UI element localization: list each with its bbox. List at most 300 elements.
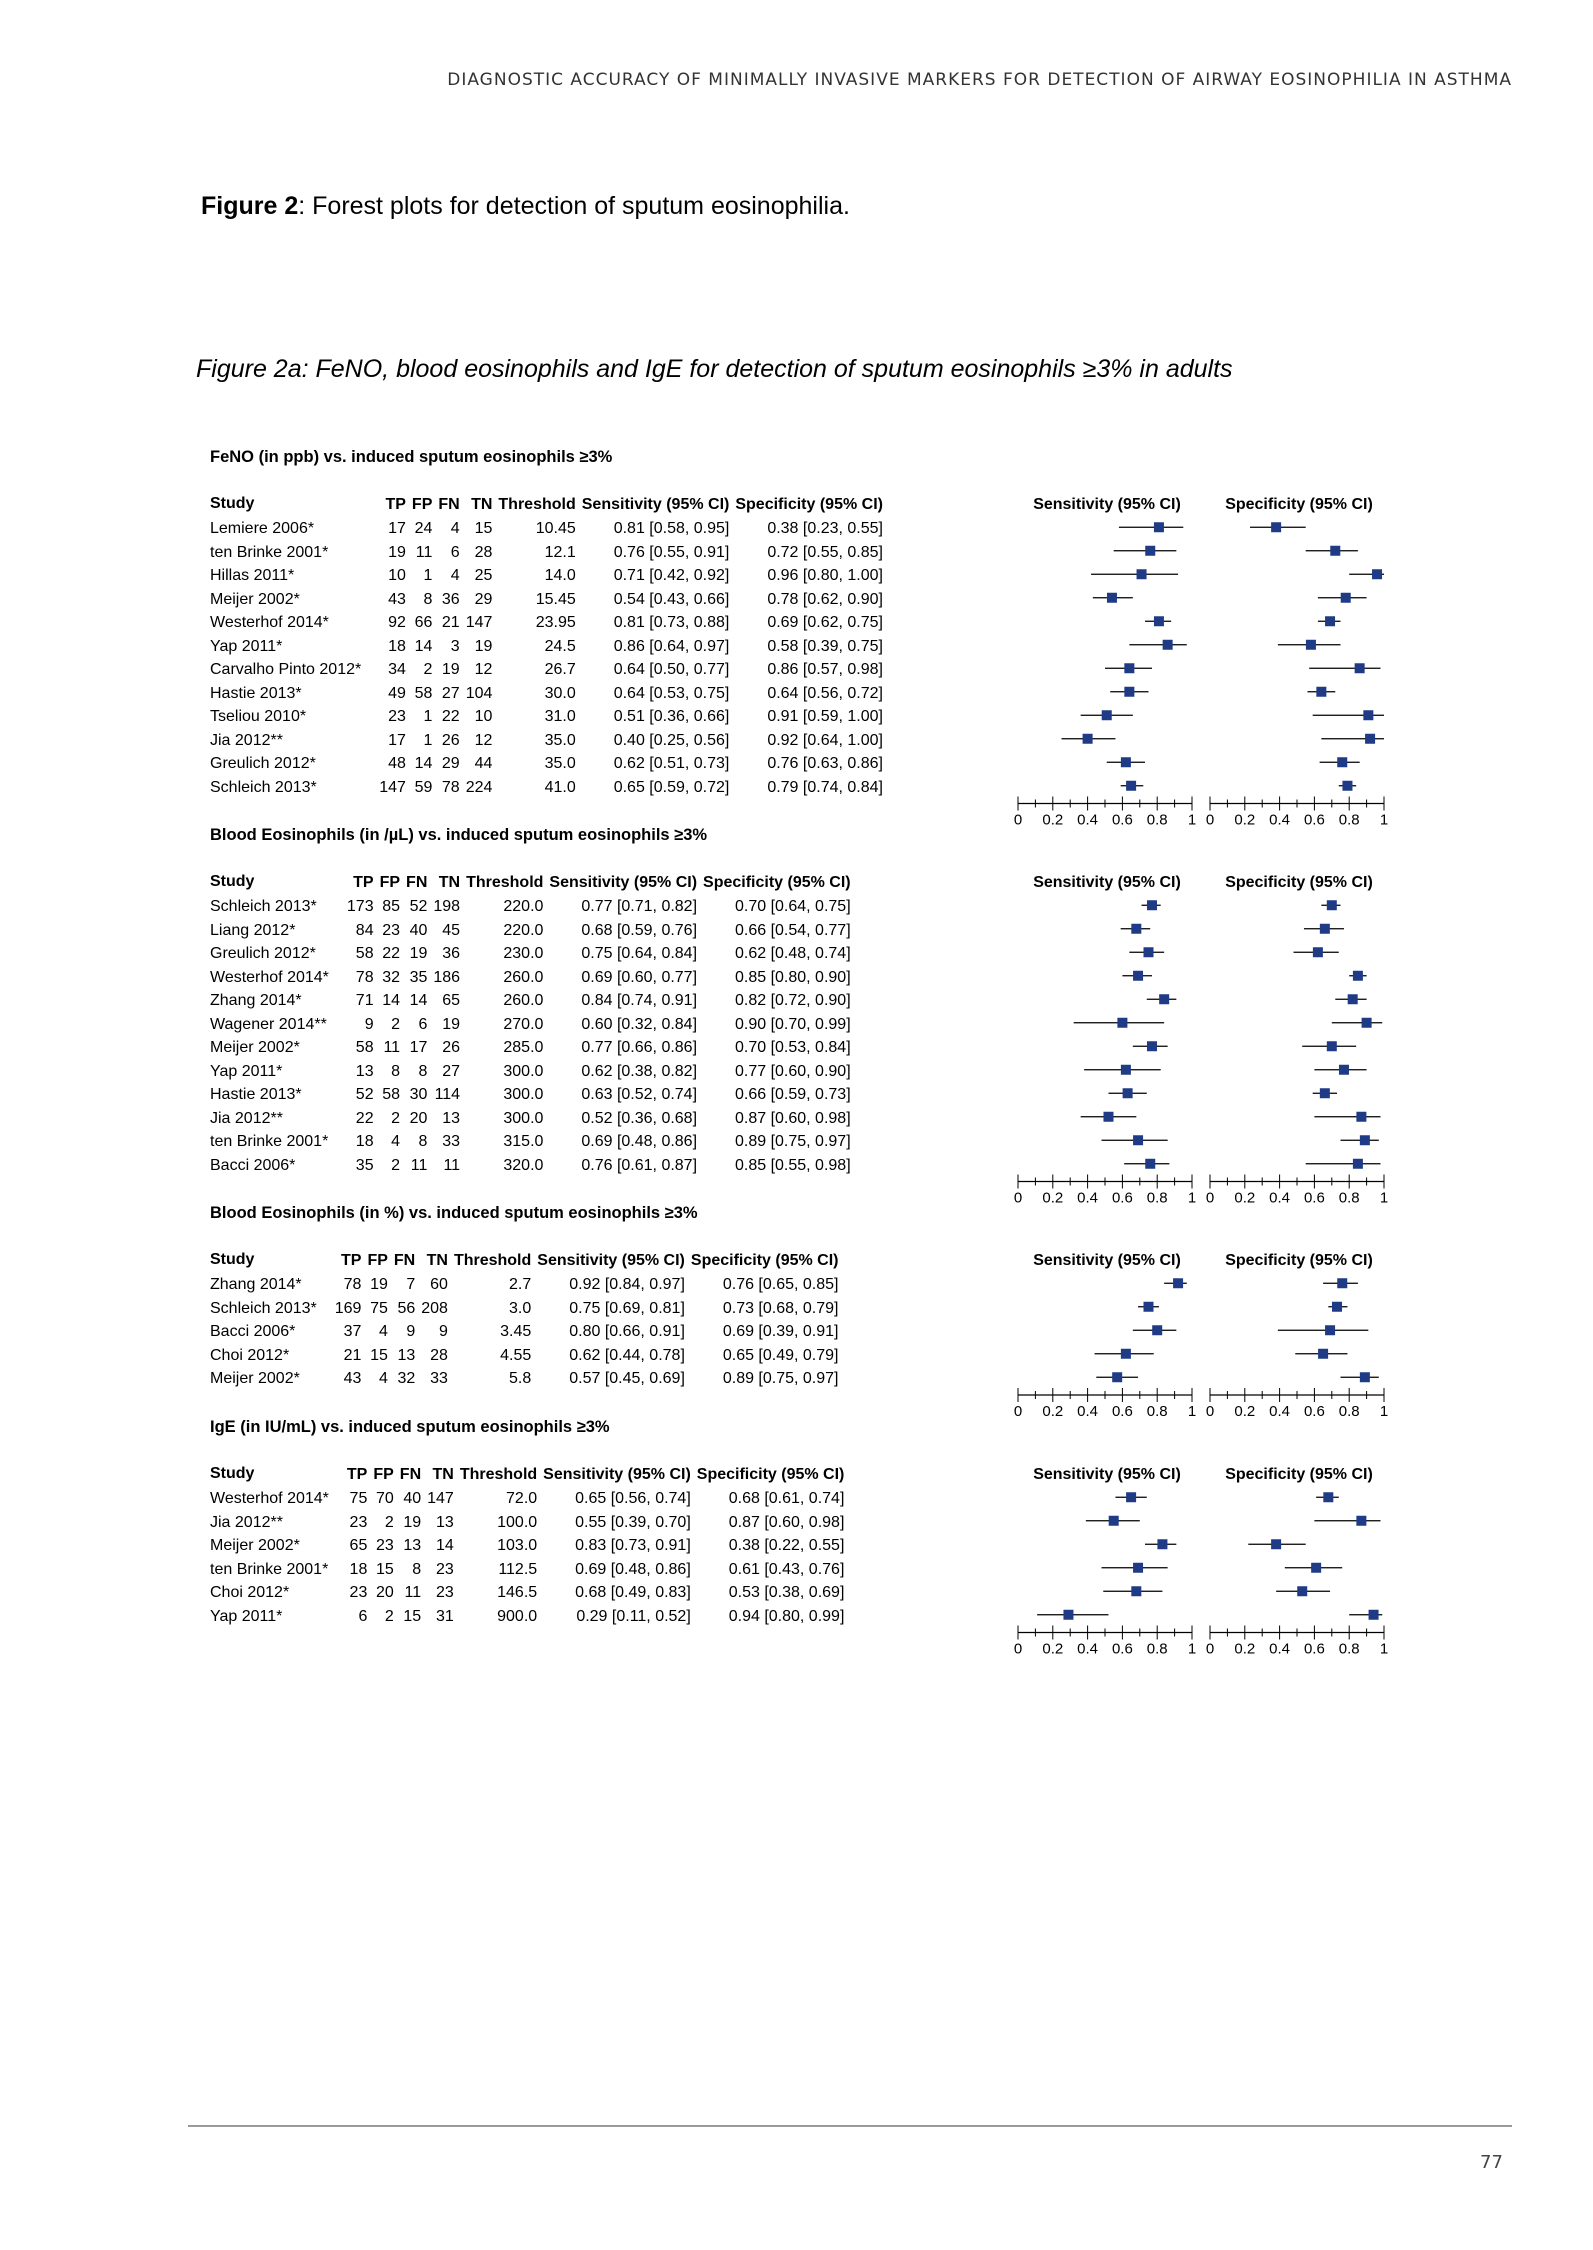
cell-fp: 15 [376,1560,394,1578]
cell-study: Jia 2012** [210,1109,283,1127]
table-row [210,1535,850,1559]
table-row [210,896,857,920]
column-header-tn: TN [432,1465,454,1483]
cell-threshold: 300.0 [503,1062,544,1080]
cell-study: Jia 2012** [210,731,283,749]
cell-fp: 22 [382,945,401,963]
cell-sens: 0.77 [0.71, 0.82] [581,898,698,916]
x-tick-label: 0.6 [1111,1640,1133,1658]
cell-threshold: 35.0 [544,731,576,749]
x-tick-label: 0.8 [1146,811,1168,829]
point-estimate [1318,1349,1328,1359]
table-row [210,1605,850,1629]
cell-fp: 11 [415,543,433,561]
cell-spec: 0.61 [0.43, 0.76] [728,1560,845,1578]
table-row [210,1107,857,1131]
x-tick-label: 0.6 [1303,1403,1325,1420]
cell-fp: 19 [370,1276,388,1294]
point-estimate [1133,971,1143,981]
table-row [210,588,889,612]
cell-threshold: 30.0 [544,684,576,702]
column-header-fn: FN [406,873,428,891]
cell-threshold: 24.5 [544,637,576,655]
cell-sens: 0.69 [0.60, 0.77] [581,968,698,986]
column-header-tp: TP [385,495,406,513]
figure-caption-text: : Forest plots for detection of sputum eosinophilia. [298,192,850,220]
x-tick-label: 1 [1379,1189,1389,1207]
column-header-threshold: Threshold [498,495,576,513]
cell-fp: 4 [379,1370,388,1388]
cell-threshold: 14.0 [544,567,576,585]
point-estimate [1137,569,1147,579]
point-estimate [1124,663,1134,673]
cell-tn: 28 [430,1346,448,1364]
cell-tn: 114 [434,1086,461,1104]
cell-spec: 0.73 [0.68, 0.79] [722,1299,839,1317]
cell-tn: 19 [442,1015,461,1033]
cell-sens: 0.77 [0.66, 0.86] [581,1039,698,1057]
cell-tn: 44 [474,755,493,773]
cell-tn: 104 [465,684,493,702]
cell-threshold: 5.8 [509,1370,532,1388]
cell-tn: 9 [439,1323,448,1341]
cell-threshold: 300.0 [503,1086,544,1104]
column-header-study: Study [210,494,255,512]
cell-fn: 30 [409,1086,428,1104]
page-number: 77 [1480,2152,1503,2173]
cell-threshold: 315.0 [503,1133,544,1151]
cell-fp: 59 [414,778,433,796]
cell-fn: 20 [409,1109,428,1127]
point-estimate [1372,569,1382,579]
cell-threshold: 100.0 [497,1513,538,1531]
sensitivity-forest-plot [1004,448,1218,834]
cell-tp: 52 [355,1086,374,1104]
table-row [210,612,889,636]
x-tick-label: 0.4 [1077,811,1099,829]
column-header-sens: Sensitivity (95% CI) [581,495,730,513]
cell-tn: 13 [442,1109,461,1127]
point-estimate [1157,1539,1167,1549]
point-estimate [1117,1018,1127,1028]
cell-tn: 27 [442,1062,461,1080]
cell-tp: 18 [349,1560,368,1578]
cell-spec: 0.78 [0.62, 0.90] [767,590,883,608]
cell-tn: 29 [474,590,493,608]
cell-fp: 15 [370,1346,388,1364]
cell-tn: 14 [436,1537,454,1555]
table-row [210,1321,845,1345]
cell-sens: 0.69 [0.48, 0.86] [581,1133,698,1151]
cell-tp: 43 [343,1370,362,1388]
cell-tp: 84 [355,921,374,939]
table-row [210,541,889,565]
cell-sens: 0.65 [0.59, 0.72] [613,778,730,796]
cell-tn: 208 [421,1299,448,1317]
cell-threshold: 270.0 [503,1015,544,1033]
cell-fn: 8 [412,1560,422,1578]
cell-study: Liang 2012* [210,921,296,939]
x-tick-label: 1 [1379,1403,1389,1420]
x-tick-label: 0.6 [1111,811,1133,829]
cell-study: Hastie 2013* [210,1086,302,1104]
cell-fn: 27 [441,684,460,702]
cell-sens: 0.71 [0.42, 0.92] [613,567,730,585]
cell-sens: 0.92 [0.84, 0.97] [569,1276,685,1294]
cell-tn: 13 [436,1513,454,1531]
cell-spec: 0.70 [0.64, 0.75] [734,898,851,916]
point-estimate [1325,616,1335,626]
cell-tp: 65 [349,1537,368,1555]
x-tick-label: 0 [1205,1189,1215,1207]
cell-sens: 0.80 [0.66, 0.91] [569,1323,685,1341]
cell-study: Schleich 2013* [210,1299,317,1317]
cell-spec: 0.86 [0.57, 0.98] [767,661,883,679]
cell-fn: 17 [409,1039,428,1057]
point-estimate [1145,1159,1155,1169]
cell-spec: 0.82 [0.72, 0.90] [734,992,851,1010]
x-tick-label: 0.2 [1234,1189,1256,1207]
cell-fn: 9 [406,1323,416,1341]
cell-study: Choi 2012* [210,1584,290,1602]
panel-title: Blood Eosinophils (in /µL) vs. induced sputum eosinophils ≥3% [210,826,708,844]
point-estimate [1360,1135,1370,1145]
x-tick-label: 1 [1187,1640,1197,1658]
column-header-threshold: Threshold [466,873,544,891]
cell-spec: 0.38 [0.22, 0.55] [728,1537,845,1555]
study-table [210,1462,850,1629]
table-row [210,1511,850,1535]
cell-fp: 14 [382,992,401,1010]
column-header-fn: FN [399,1465,422,1483]
cell-fp: 4 [391,1133,401,1151]
point-estimate [1147,1041,1157,1051]
cell-sens: 0.68 [0.59, 0.76] [581,921,698,939]
cell-fp: 23 [376,1537,394,1555]
subfigure-caption: Figure 2a: FeNO, blood eosinophils and IgE for detection of sputum eosinophils ≥3% in adults [196,355,1233,383]
cell-fn: 40 [403,1490,422,1508]
cell-fp: 2 [391,1109,401,1127]
cell-spec: 0.38 [0.23, 0.55] [767,520,883,538]
cell-spec: 0.89 [0.75, 0.97] [734,1133,851,1151]
cell-spec: 0.76 [0.65, 0.85] [722,1276,839,1294]
cell-tn: 186 [433,968,461,986]
cell-fn: 11 [410,1156,428,1174]
x-tick-label: 0.2 [1234,1640,1256,1658]
cell-fp: 20 [376,1584,394,1602]
cell-tn: 15 [474,520,493,538]
x-tick-label: 0.4 [1077,1403,1099,1420]
point-estimate [1348,994,1358,1004]
cell-tn: 33 [430,1370,448,1388]
cell-spec: 0.76 [0.63, 0.86] [767,755,883,773]
point-estimate [1337,1278,1347,1288]
cell-sens: 0.52 [0.36, 0.68] [581,1109,698,1127]
cell-spec: 0.69 [0.39, 0.91] [722,1323,839,1341]
point-estimate [1145,546,1155,556]
point-estimate [1311,1563,1321,1573]
point-estimate [1121,1065,1131,1075]
point-estimate [1144,1302,1154,1312]
table-row [210,1344,845,1368]
cell-threshold: 260.0 [503,968,544,986]
figure-caption [201,192,850,221]
column-header-sens: Sensitivity (95% CI) [543,1465,691,1483]
cell-tp: 147 [379,778,406,796]
point-estimate [1126,781,1136,791]
point-estimate [1152,1325,1162,1335]
cell-threshold: 146.5 [497,1584,538,1602]
specificity-forest-plot [1196,1204,1410,1425]
plot-header: Sensitivity (95% CI) [1033,874,1181,891]
cell-study: Yap 2011* [210,1607,283,1625]
table-row [210,518,889,542]
cell-tn: 19 [474,637,493,655]
column-header-study: Study [210,872,255,890]
table-row [210,1037,857,1061]
table-row [210,1154,857,1178]
cell-fn: 78 [441,778,460,796]
cell-fp: 1 [423,567,433,585]
cell-tp: 34 [388,661,406,679]
cell-tp: 43 [388,590,406,608]
column-header-fn: FN [393,1251,416,1269]
cell-spec: 0.96 [0.80, 1.00] [767,567,883,585]
point-estimate [1306,640,1316,650]
cell-tp: 22 [355,1109,374,1127]
cell-fn: 19 [441,661,460,679]
table-row [210,659,889,683]
cell-threshold: 220.0 [503,921,544,939]
cell-threshold: 35.0 [544,755,576,773]
point-estimate [1297,1586,1307,1596]
table-row [210,966,857,990]
x-tick-label: 0.6 [1303,1189,1325,1207]
cell-sens: 0.40 [0.25, 0.56] [613,731,730,749]
cell-tp: 21 [343,1346,362,1364]
cell-threshold: 285.0 [503,1039,544,1057]
cell-tp: 10 [388,567,406,585]
cell-tp: 92 [388,614,406,632]
column-header-spec: Specificity (95% CI) [735,495,883,513]
x-tick-label: 0 [1205,811,1215,829]
column-header-tn: TN [438,873,461,891]
cell-fp: 1 [423,708,433,726]
point-estimate [1323,1492,1333,1502]
table-row [210,1131,857,1155]
cell-tn: 147 [465,614,493,632]
x-tick-label: 1 [1187,1189,1197,1207]
x-tick-label: 0.4 [1269,1403,1291,1420]
cell-sens: 0.68 [0.49, 0.83] [575,1584,691,1602]
cell-fp: 58 [414,684,433,702]
point-estimate [1316,687,1326,697]
x-tick-label: 0.8 [1338,811,1360,829]
cell-fp: 2 [384,1607,394,1625]
cell-tp: 19 [388,543,406,561]
x-tick-label: 0.4 [1269,1189,1291,1207]
cell-fn: 6 [450,543,460,561]
cell-threshold: 31.0 [544,708,576,726]
table-row [210,943,857,967]
column-header-tn: TN [426,1251,448,1269]
cell-fp: 70 [376,1490,394,1508]
cell-tp: 71 [355,992,374,1010]
column-header-fp: FP [367,1251,388,1269]
x-tick-label: 0.8 [1146,1640,1168,1658]
cell-tp: 78 [343,1276,362,1294]
cell-sens: 0.60 [0.32, 0.84] [581,1015,698,1033]
point-estimate [1355,663,1365,673]
cell-tn: 147 [427,1490,454,1508]
table-row [210,919,857,943]
cell-fn: 14 [409,992,428,1010]
cell-fp: 8 [423,590,433,608]
x-tick-label: 0.8 [1146,1189,1168,1207]
table-row [210,990,857,1014]
cell-fp: 58 [382,1086,401,1104]
point-estimate [1320,1088,1330,1098]
cell-spec: 0.72 [0.55, 0.85] [767,543,883,561]
point-estimate [1327,900,1337,910]
cell-tn: 31 [436,1607,454,1625]
x-tick-label: 0.8 [1146,1403,1168,1420]
cell-tn: 198 [433,898,461,916]
cell-tn: 10 [474,708,493,726]
cell-fn: 13 [397,1346,416,1364]
specificity-forest-plot [1196,448,1410,834]
cell-study: Meijer 2002* [210,1370,300,1388]
cell-threshold: 230.0 [503,945,544,963]
x-tick-label: 0.6 [1111,1189,1133,1207]
cell-tp: 75 [349,1490,368,1508]
cell-tn: 11 [443,1156,461,1174]
cell-study: Westerhof 2014* [210,614,329,632]
cell-spec: 0.77 [0.60, 0.90] [734,1062,851,1080]
x-tick-label: 0.2 [1042,1403,1064,1420]
table-row [210,706,889,730]
cell-threshold: 300.0 [503,1109,544,1127]
cell-sens: 0.64 [0.50, 0.77] [613,661,730,679]
table-row [210,1368,845,1392]
cell-sens: 0.55 [0.39, 0.70] [575,1513,691,1531]
column-header-spec: Specificity (95% CI) [696,1465,845,1483]
cell-spec: 0.87 [0.60, 0.98] [728,1513,845,1531]
column-header-tp: TP [346,1465,368,1483]
cell-sens: 0.29 [0.11, 0.52] [576,1607,691,1625]
cell-tp: 9 [364,1015,374,1033]
point-estimate [1126,1492,1136,1502]
x-tick-label: 1 [1379,811,1389,829]
column-header-threshold: Threshold [453,1251,532,1269]
point-estimate [1103,1112,1113,1122]
cell-study: Tseliou 2010* [210,708,307,726]
cell-study: Meijer 2002* [210,1537,300,1555]
cell-study: Greulich 2012* [210,755,316,773]
cell-tp: 37 [343,1323,362,1341]
point-estimate [1133,1135,1143,1145]
point-estimate [1154,616,1164,626]
x-tick-label: 0.2 [1042,811,1064,829]
point-estimate [1063,1610,1073,1620]
x-tick-label: 0.8 [1338,1640,1360,1658]
point-estimate [1271,522,1281,532]
cell-fn: 19 [403,1513,422,1531]
cell-tn: 12 [474,731,493,749]
cell-tn: 28 [474,543,493,561]
x-tick-label: 0 [1205,1640,1215,1658]
cell-tn: 23 [436,1584,454,1602]
cell-tp: 13 [355,1062,374,1080]
cell-spec: 0.64 [0.56, 0.72] [767,684,883,702]
cell-spec: 0.66 [0.59, 0.73] [734,1086,851,1104]
cell-tn: 12 [474,661,493,679]
column-header-spec: Specificity (95% CI) [690,1251,839,1269]
cell-threshold: 41.0 [544,778,576,796]
point-estimate [1163,640,1173,650]
point-estimate [1144,947,1154,957]
x-tick-label: 0.4 [1077,1189,1099,1207]
cell-fp: 2 [384,1513,394,1531]
cell-fp: 1 [423,731,433,749]
cell-threshold: 112.5 [498,1560,538,1578]
sensitivity-forest-plot [1004,826,1218,1212]
cell-spec: 0.92 [0.64, 1.00] [767,731,883,749]
cell-sens: 0.81 [0.73, 0.88] [613,614,730,632]
point-estimate [1342,781,1352,791]
cell-tn: 33 [442,1133,461,1151]
point-estimate [1339,1065,1349,1075]
cell-threshold: 900.0 [497,1607,538,1625]
cell-threshold: 12.1 [544,543,576,561]
cell-fn: 29 [441,755,460,773]
cell-sens: 0.69 [0.48, 0.86] [575,1560,691,1578]
plot-header: Sensitivity (95% CI) [1033,496,1181,513]
column-header-tp: TP [353,873,374,891]
cell-fn: 26 [441,731,460,749]
plot-header: Specificity (95% CI) [1225,1252,1373,1269]
cell-spec: 0.70 [0.53, 0.84] [734,1039,851,1057]
x-tick-label: 1 [1187,811,1197,829]
cell-spec: 0.53 [0.38, 0.69] [728,1584,845,1602]
cell-study: Jia 2012** [210,1513,283,1531]
plot-header: Specificity (95% CI) [1225,1466,1373,1483]
cell-study: Choi 2012* [210,1346,290,1364]
cell-sens: 0.64 [0.53, 0.75] [613,684,730,702]
cell-sens: 0.75 [0.64, 0.84] [581,945,698,963]
cell-sens: 0.76 [0.55, 0.91] [613,543,730,561]
point-estimate [1356,1516,1366,1526]
cell-fn: 8 [418,1062,428,1080]
cell-fp: 14 [414,637,433,655]
cell-threshold: 72.0 [506,1490,538,1508]
x-tick-label: 0 [1013,1189,1023,1207]
point-estimate [1121,757,1131,767]
x-tick-label: 0 [1205,1403,1215,1420]
point-estimate [1327,1041,1337,1051]
panel-title: FeNO (in ppb) vs. induced sputum eosinophils ≥3% [210,448,613,466]
cell-spec: 0.94 [0.80, 0.99] [728,1607,845,1625]
cell-spec: 0.58 [0.39, 0.75] [767,637,883,655]
point-estimate [1154,522,1164,532]
table-row [210,753,889,777]
plot-header: Specificity (95% CI) [1225,874,1373,891]
x-tick-label: 0 [1013,1403,1023,1420]
table-header-row [210,870,857,896]
cell-spec: 0.66 [0.54, 0.77] [734,921,851,939]
figure-label: Figure 2 [201,192,299,220]
cell-sens: 0.81 [0.58, 0.95] [613,520,730,538]
